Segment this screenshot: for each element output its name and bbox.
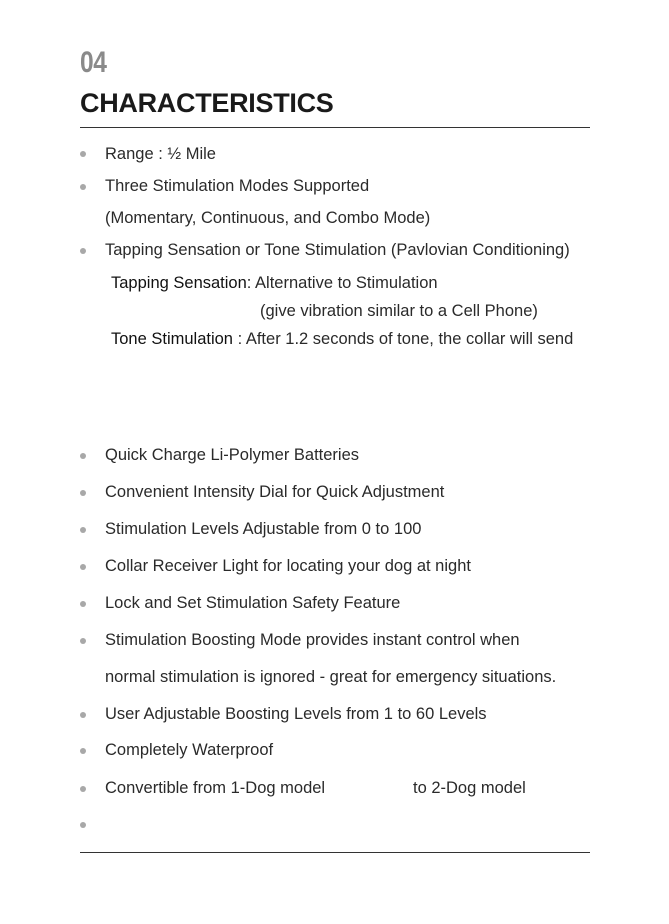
bullet-icon: [80, 601, 86, 607]
bullet-icon: [80, 638, 86, 644]
tone-desc: : After 1.2 seconds of tone, the collar will send: [233, 330, 574, 348]
tapping-desc: : Alternative to Stimulation: [246, 274, 438, 292]
bullet-icon: [80, 748, 86, 754]
bullet-icon: [80, 490, 86, 496]
tapping-detail-continuation: (give vibration similar to a Cell Phone): [260, 302, 538, 320]
tone-term: Tone Stimulation: [111, 330, 233, 348]
list-item: Three Stimulation Modes Supported: [105, 177, 370, 195]
list-item: Convenient Intensity Dial for Quick Adjustment: [105, 483, 445, 501]
bullet-icon: [80, 564, 86, 570]
bullet-icon: [80, 453, 86, 459]
list-item: Quick Charge Li-Polymer Batteries: [105, 446, 360, 464]
bullet-icon: [80, 786, 86, 792]
bottom-divider: [80, 852, 590, 853]
list-item: Stimulation Levels Adjustable from 0 to 100: [105, 520, 422, 538]
list-item: Range : ½ Mile: [105, 145, 216, 163]
tapping-term: Tapping Sensation: [111, 274, 247, 292]
bullet-icon: [80, 151, 86, 157]
list-item: Stimulation Boosting Mode provides instant control when: [105, 631, 520, 649]
list-item: Completely Waterproof: [105, 741, 274, 759]
list-item: Collar Receiver Light for locating your dog at night: [105, 557, 471, 575]
list-item: Convertible from 1-Dog model: [105, 779, 326, 797]
bullet-icon: [80, 184, 86, 190]
tone-detail: [111, 330, 573, 349]
list-item: User Adjustable Boosting Levels from 1 to 60 Levels: [105, 705, 487, 723]
bullet-icon: [80, 712, 86, 718]
bullet-icon: [80, 248, 86, 254]
section-number: 04: [80, 46, 107, 79]
list-item-continuation: normal stimulation is ignored - great for emergency situations.: [105, 668, 557, 686]
list-item: Tapping Sensation or Tone Stimulation (Pavlovian Conditioning): [105, 241, 570, 259]
top-divider: [80, 127, 590, 128]
bullet-icon: [80, 822, 86, 828]
list-item: Lock and Set Stimulation Safety Feature: [105, 594, 401, 612]
list-item-continuation: (Momentary, Continuous, and Combo Mode): [105, 209, 431, 227]
list-item-part: to 2-Dog model: [413, 779, 526, 797]
bullet-icon: [80, 527, 86, 533]
tapping-detail: [111, 274, 438, 293]
section-title: CHARACTERISTICS: [80, 88, 334, 118]
